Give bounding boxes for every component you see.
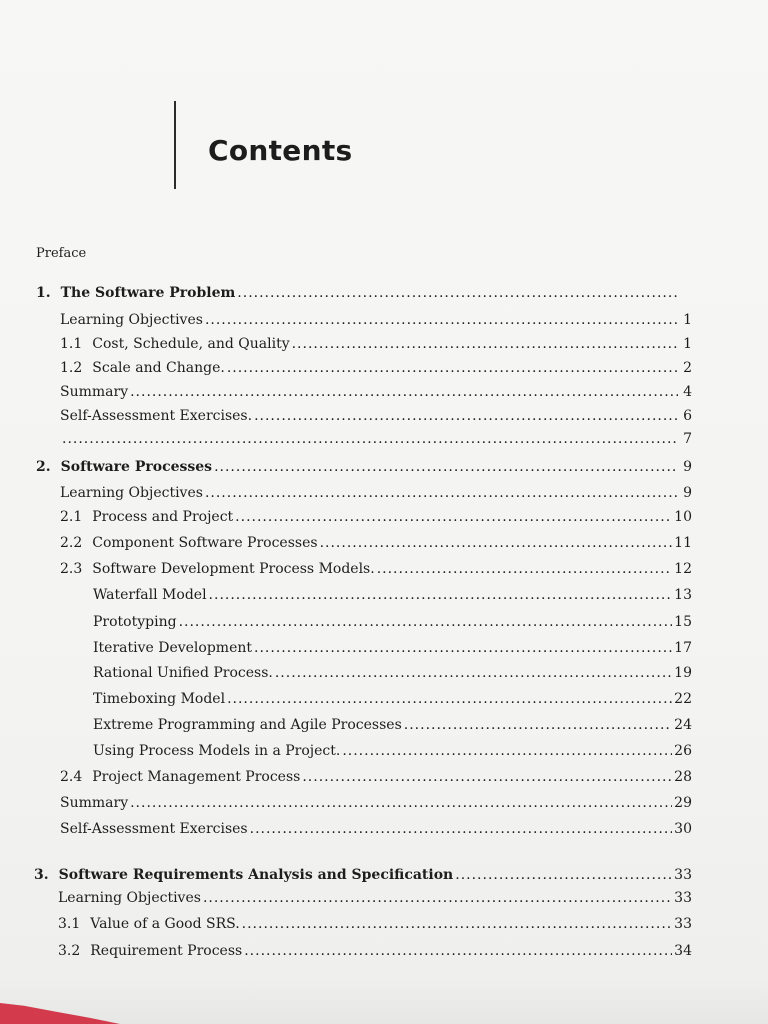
- toc-number: 1.1: [60, 336, 83, 352]
- toc-row-2-3: [60, 562, 692, 576]
- toc-label: Software Processes: [60, 459, 213, 475]
- dot-leader: [237, 286, 678, 300]
- toc-page: 24: [674, 717, 692, 733]
- toc-row-1-2: [60, 361, 692, 375]
- toc-label: Cost, Schedule, and Quality: [92, 336, 290, 352]
- toc-row-ch1: [36, 286, 692, 300]
- toc-row-3-1: [58, 917, 692, 931]
- toc-row-ch3-learning-objectives: [58, 891, 692, 905]
- dot-leader: [320, 536, 673, 550]
- toc-row-waterfall-model: [93, 588, 692, 602]
- toc-number: 1.2: [60, 360, 83, 376]
- toc-label: Component Software Processes: [92, 535, 318, 551]
- toc-page: 15: [674, 614, 692, 630]
- dot-leader: [235, 510, 672, 524]
- dot-leader: [227, 361, 678, 375]
- toc-row-ch2-summary: [60, 796, 692, 810]
- toc-row-extreme-programming: [93, 718, 692, 732]
- preface-label: Preface: [36, 246, 87, 261]
- toc-page: 29: [674, 795, 692, 811]
- dot-leader: [455, 868, 672, 882]
- toc-label: Self-Assessment Exercises.: [60, 408, 253, 424]
- dot-leader: [203, 891, 672, 905]
- toc-row-ch2-self-assessment: [60, 822, 692, 836]
- dot-leader: [244, 944, 672, 958]
- toc-label: Scale and Change.: [92, 360, 225, 376]
- toc-row-ch1-extra: [60, 432, 692, 446]
- toc-page: 19: [674, 665, 692, 681]
- toc-page: 30: [674, 821, 692, 837]
- toc-label: Software Requirements Analysis and Specification: [58, 867, 454, 883]
- toc-number: 2.4: [60, 769, 83, 785]
- toc-label: Extreme Programming and Agile Processes: [93, 717, 402, 733]
- toc-label: Project Management Process: [92, 769, 301, 785]
- toc-label: Software Development Process Models.: [92, 561, 375, 577]
- dot-leader: [292, 337, 678, 351]
- dot-leader: [205, 486, 678, 500]
- toc-number: 2.2: [60, 535, 83, 551]
- page-title: Contents: [208, 134, 353, 167]
- toc-page: 2: [683, 360, 692, 376]
- toc-row-1-1: [60, 337, 692, 351]
- dot-leader: [179, 615, 673, 629]
- toc-page: 11: [674, 535, 692, 551]
- dot-leader: [342, 744, 672, 758]
- toc-row-ch1-summary: [60, 385, 692, 399]
- toc-label: Using Process Models in a Project.: [93, 743, 341, 759]
- dot-leader: [214, 460, 678, 474]
- toc-row-ch3: [34, 868, 692, 882]
- dot-leader: [130, 796, 672, 810]
- toc-number: 2.1: [60, 509, 83, 525]
- toc-label: Summary: [60, 795, 129, 811]
- dot-leader: [62, 432, 678, 446]
- toc-page: 28: [674, 769, 692, 785]
- toc-label: Learning Objectives: [58, 890, 201, 906]
- toc-page: 9: [683, 459, 692, 475]
- toc-page: 34: [674, 943, 692, 959]
- dot-leader: [302, 770, 672, 784]
- toc-label: Waterfall Model: [93, 587, 207, 603]
- toc-row-2-1: [60, 510, 692, 524]
- dot-leader: [250, 822, 673, 836]
- dot-leader: [254, 641, 672, 655]
- dot-leader: [227, 692, 672, 706]
- toc-label: Self-Assessment Exercises: [60, 821, 248, 837]
- toc-row-timeboxing-model: [93, 692, 692, 706]
- toc-row-ch2: [36, 460, 692, 474]
- toc-number: 2.3: [60, 561, 83, 577]
- toc-row-iterative-development: [93, 641, 692, 655]
- toc-row-prototyping: [93, 615, 692, 629]
- dot-leader: [209, 588, 673, 602]
- dot-leader: [377, 562, 672, 576]
- toc-number: 3.2: [58, 943, 81, 959]
- toc-number: 2.: [36, 459, 51, 475]
- toc-row-3-2: [58, 944, 692, 958]
- toc-page: 9: [683, 485, 692, 501]
- toc-label: Process and Project: [92, 509, 234, 525]
- dot-leader: [404, 718, 672, 732]
- toc-label: Summary: [60, 384, 129, 400]
- toc-label: Requirement Process: [90, 943, 243, 959]
- toc-page: 22: [674, 691, 692, 707]
- toc-page: 12: [674, 561, 692, 577]
- toc-page: 26: [674, 743, 692, 759]
- toc-row-using-process-models: [93, 744, 692, 758]
- toc-page: 13: [674, 587, 692, 603]
- toc-page: 10: [674, 509, 692, 525]
- toc-row-ch1-self-assessment: [60, 409, 692, 423]
- toc-page: 1: [683, 312, 692, 328]
- toc-label: Timeboxing Model: [93, 691, 226, 707]
- toc-page: 4: [683, 384, 692, 400]
- toc-number: 3.: [34, 867, 49, 883]
- toc-label: The Software Problem: [60, 285, 236, 301]
- toc-label: Prototyping: [93, 614, 177, 630]
- toc-page: 1: [683, 336, 692, 352]
- toc-label: Learning Objectives: [60, 312, 203, 328]
- page-edge-shadow: [0, 978, 768, 1024]
- toc-row-2-2: [60, 536, 692, 550]
- dot-leader: [254, 409, 678, 423]
- toc-label: Rational Unified Process.: [93, 665, 273, 681]
- toc-label: Value of a Good SRS.: [90, 916, 240, 932]
- toc-page: 17: [674, 640, 692, 656]
- toc-row-2-4: [60, 770, 692, 784]
- toc-page: 33: [674, 867, 692, 883]
- toc-row-rational-unified-process: [93, 666, 692, 680]
- toc-row-ch2-learning-objectives: [60, 486, 692, 500]
- toc-number: 1.: [36, 285, 51, 301]
- toc-label: Learning Objectives: [60, 485, 203, 501]
- dot-leader: [205, 313, 678, 327]
- dot-leader: [275, 666, 672, 680]
- toc-label: Iterative Development: [93, 640, 253, 656]
- dot-leader: [130, 385, 678, 399]
- toc-page: 6: [683, 408, 692, 424]
- toc-number: 3.1: [58, 916, 81, 932]
- toc-page: 33: [674, 890, 692, 906]
- toc-row-ch1-learning-objectives: [60, 313, 692, 327]
- toc-page: 7: [683, 431, 692, 447]
- dot-leader: [242, 917, 673, 931]
- toc-page: 33: [674, 916, 692, 932]
